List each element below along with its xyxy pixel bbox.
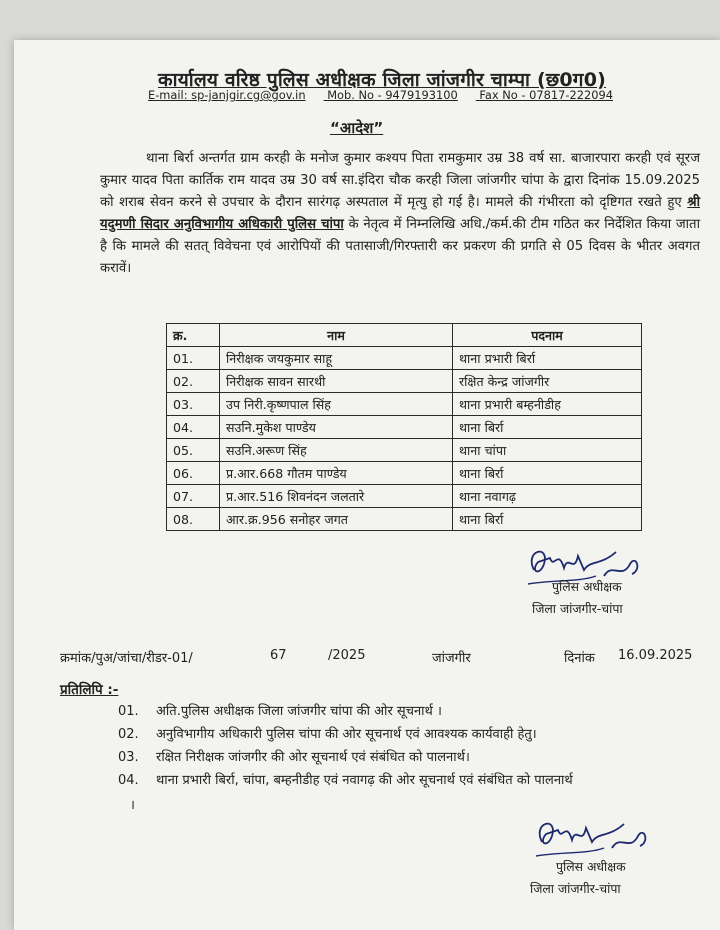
row-post: थाना बिर्रा xyxy=(453,508,642,531)
reference-place: जांजगीर xyxy=(432,651,471,666)
copy-item-number: 03. xyxy=(118,750,139,765)
row-name: उप निरी.कृष्णपाल सिंह xyxy=(220,393,453,416)
copy-to-item xyxy=(118,769,708,792)
table-row xyxy=(167,370,642,393)
row-number: 07. xyxy=(167,485,220,508)
reference-number: क्रमांक/पुअ/जांचा/रीडर-01/ xyxy=(60,651,193,666)
row-post: थाना बिर्रा xyxy=(453,416,642,439)
row-name: निरीक्षक जयकुमार साहू xyxy=(220,347,453,370)
copy-to-item xyxy=(118,723,708,746)
col-header-name: नाम xyxy=(220,324,453,347)
table-row xyxy=(167,439,642,462)
row-post: थाना चांपा xyxy=(453,439,642,462)
row-number: 08. xyxy=(167,508,220,531)
signature-scribble-2 xyxy=(528,812,658,862)
table-row xyxy=(167,508,642,531)
table-row xyxy=(167,416,642,439)
copy-to-item xyxy=(118,700,708,723)
copy-item-number: 02. xyxy=(118,727,139,742)
copy-to-item xyxy=(118,746,708,769)
copy-to-heading: प्रतिलिपि :- xyxy=(60,682,119,698)
row-name: सउनि.अरूण सिंह xyxy=(220,439,453,462)
row-post: थाना बिर्रा xyxy=(453,462,642,485)
col-header-post: पदनाम xyxy=(453,324,642,347)
row-name: निरीक्षक सावन सारथी xyxy=(220,370,453,393)
table-row xyxy=(167,347,642,370)
reference-serial: 67 xyxy=(270,648,287,663)
row-number: 06. xyxy=(167,462,220,485)
row-post: थाना प्रभारी बिर्रा xyxy=(453,347,642,370)
copy-item-text: रक्षित निरीक्षक जांजगीर की ओर सूचनार्थ एवं संबंधित को पालनार्थ। xyxy=(156,750,470,765)
row-number: 05. xyxy=(167,439,220,462)
signature-2 xyxy=(528,812,658,862)
table-row xyxy=(167,462,642,485)
row-number: 04. xyxy=(167,416,220,439)
mobile-text: Mob. No - 9479193100 xyxy=(327,88,458,102)
date-label: दिनांक xyxy=(564,651,595,666)
row-name: सउनि.मुकेश पाण्डेय xyxy=(220,416,453,439)
copy-item-text: थाना प्रभारी बिर्रा, चांपा, बम्हनीडीह एवं नवागढ़ की ओर सूचनार्थ एवं संबंधित को पालनार्थ xyxy=(156,773,573,788)
team-table xyxy=(166,323,642,531)
copy-item-number: 04. xyxy=(118,773,139,788)
row-number: 02. xyxy=(167,370,220,393)
signature-1-title: पुलिस अधीक्षक xyxy=(552,579,622,594)
order-text-2: के नेतृत्व में निम्नलिखि अधि./कर्म.की टीम गठित कर निर्देशित किया जाता है कि मामले की सतत् विवेचना एवं आरोपियों की पतासाजी/गिरफ्तारी कर प्रकरण की प्रगति से 05 दिवस के भीतर अवगत करावें। xyxy=(100,217,700,276)
copy-item-text: अनुविभागीय अधिकारी पुलिस चांपा की ओर सूचनार्थ एवं आवश्यक कार्यवाही हेतु। xyxy=(156,727,537,742)
row-number: 03. xyxy=(167,393,220,416)
order-paragraph xyxy=(100,148,700,280)
order-heading: “आदेश” xyxy=(330,119,384,137)
table-row xyxy=(167,485,642,508)
row-name: प्र.आर.668 गौतम पाण्डेय xyxy=(220,462,453,485)
copy-trailing-mark: । xyxy=(130,798,135,813)
copy-item-number: 01. xyxy=(118,704,139,719)
email-text: E-mail: sp-janjgir.cg@gov.in xyxy=(148,88,306,102)
reference-year: /2025 xyxy=(328,648,366,663)
signature-1-district: जिला जांजगीर-चांपा xyxy=(532,601,623,616)
row-post: रक्षित केन्द्र जांजगीर xyxy=(453,370,642,393)
table-header-row xyxy=(167,324,642,347)
row-post: थाना प्रभारी बम्हनीडीह xyxy=(453,393,642,416)
row-name: आर.क्र.956 सनोहर जगत xyxy=(220,508,453,531)
fax-text: Fax No - 07817-222094 xyxy=(479,88,613,102)
reference-date: 16.09.2025 xyxy=(618,648,693,663)
officer-name: श्री यदुमणी सिदार अनुविभागीय अधिकारी पुलिस चांपा xyxy=(100,195,700,232)
order-text-1: थाना बिर्रा अन्तर्गत ग्राम करही के मनोज कुमार कश्यप पिता रामकुमार उम्र 38 वर्ष सा. बाजारपारा करही एवं सूरज कुमार यादव पिता कार्तिक राम यादव उम्र 30 वर्ष सा.इंदिरा चौक करही जिला जांजगीर चांपा के द्वारा दिनांक 15.09.2025 को शराब सेवन करने से उपचार के दौरान सारंगढ़ अस्पताल में मृत्यु हो गई है। मामले की गंभीरता को दृष्टिगत रखते हुए xyxy=(100,151,700,210)
row-name: प्र.आर.516 शिवनंदन जलतारे xyxy=(220,485,453,508)
row-post: थाना नवागढ़ xyxy=(453,485,642,508)
signature-2-title: पुलिस अधीक्षक xyxy=(556,859,626,874)
row-number: 01. xyxy=(167,347,220,370)
signature-2-district: जिला जांजगीर-चांपा xyxy=(530,881,621,896)
copy-item-text: अति.पुलिस अधीक्षक जिला जांजगीर चांपा की ओर सूचनार्थ । xyxy=(156,704,442,719)
contact-line xyxy=(148,88,648,102)
copy-to-list xyxy=(118,700,708,792)
office-title: कार्यालय वरिष्ठ पुलिस अधीक्षक जिला जांजगीर चाम्पा (छ0ग0) xyxy=(158,69,606,91)
table-row xyxy=(167,393,642,416)
col-header-number: क्र. xyxy=(167,324,220,347)
